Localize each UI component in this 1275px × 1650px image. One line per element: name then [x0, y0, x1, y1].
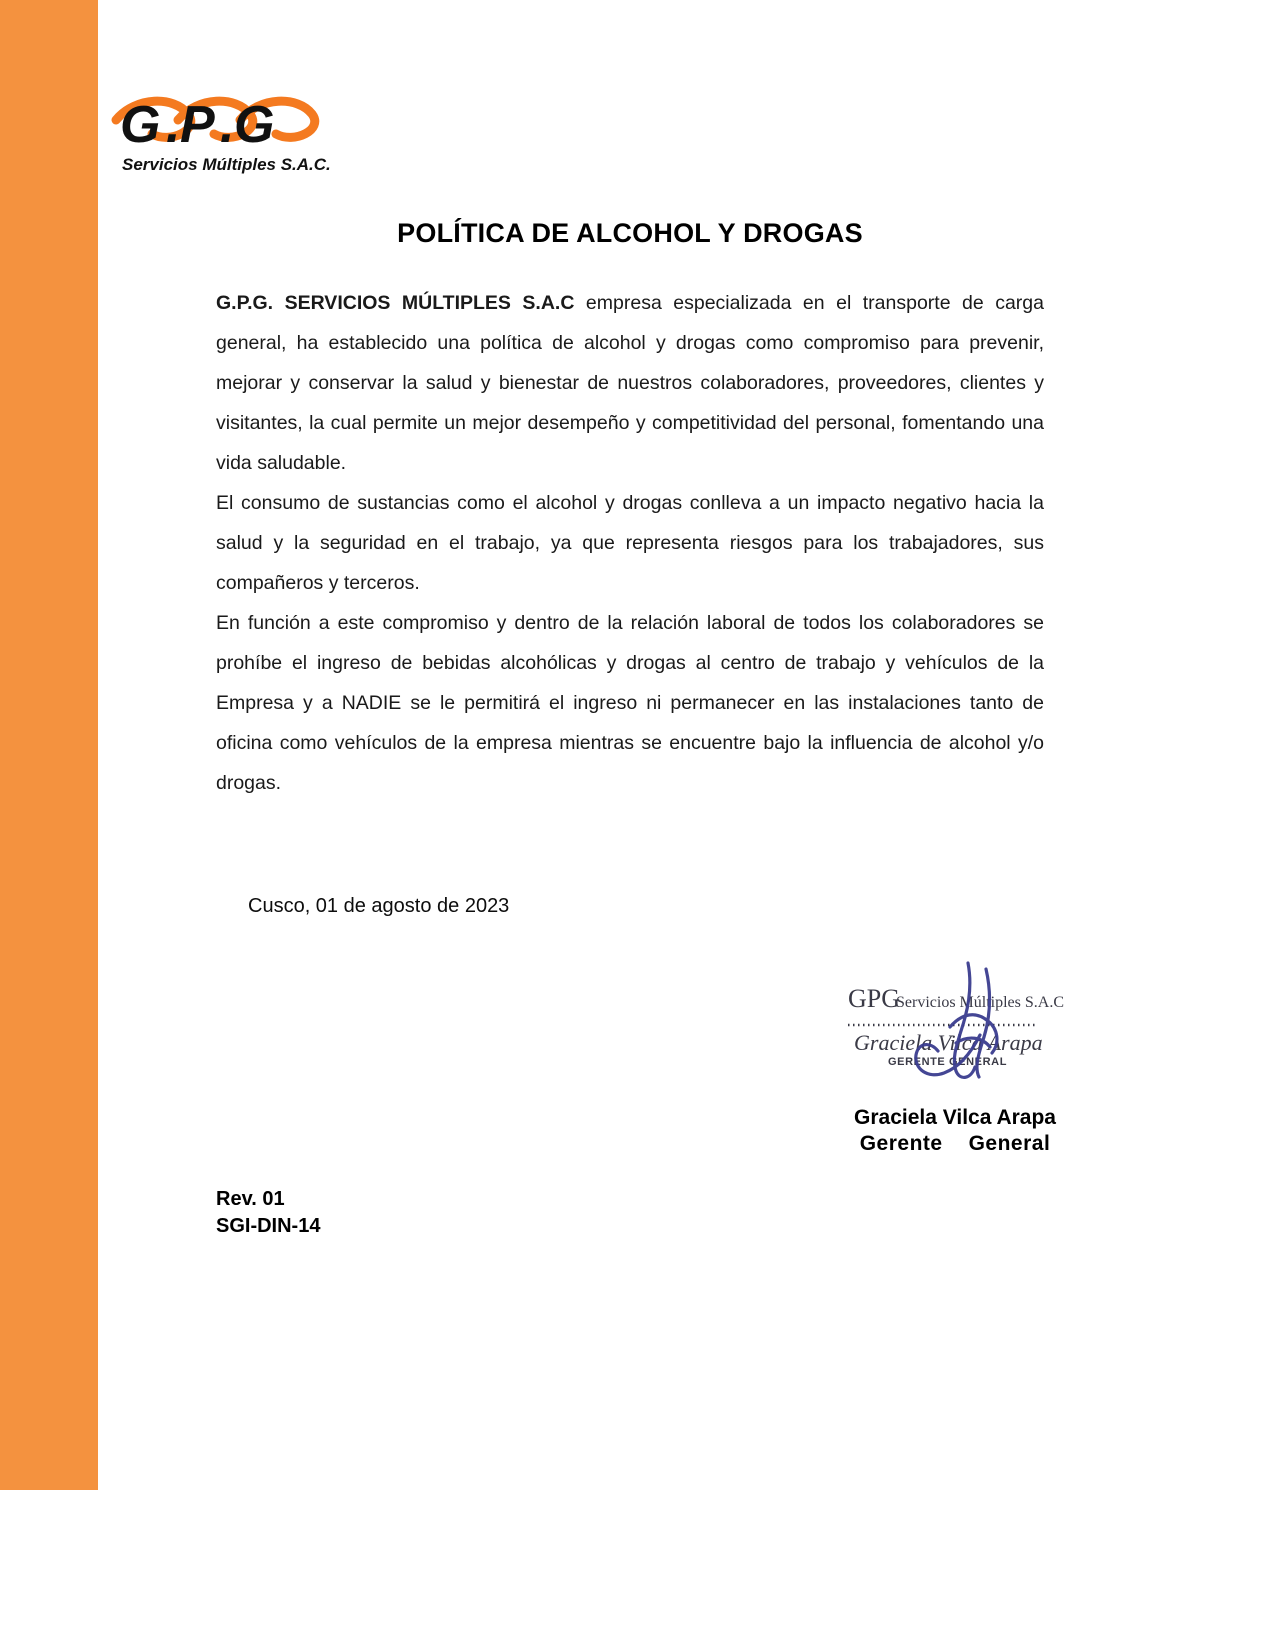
signer-block	[790, 1105, 1120, 1157]
svg-text:G: G	[234, 96, 274, 154]
policy-paragraph-2: El consumo de sustancias como el alcohol y drogas conlleva a un impacto negativo hacia la salud y la seguridad en el trabajo, ya que representa riesgos para los trabajadores, sus compañeros y terceros.	[216, 492, 1044, 594]
logo-tagline: Servicios Múltiples S.A.C.	[122, 155, 331, 174]
document-body	[216, 0, 1044, 803]
stamp-company-suffix: Servicios Múltiples S.A.C	[896, 994, 1065, 1011]
policy-paragraph-3: En función a este compromiso y dentro de la relación laboral de todos los colaboradores se prohíbe el ingreso de bebidas alcohólicas y drogas al centro de trabajo y vehículos de la Empresa y a NADIE se le permitirá el ingreso ni permanecer en las instalaciones tanto de oficina como vehículos de la empresa mientras se encuentre bajo la influencia de alcohol y/o drogas.	[216, 612, 1044, 794]
stamp-and-signature-icon	[840, 955, 1090, 1100]
date-line: Cusco, 01 de agosto de 2023	[248, 895, 510, 917]
revision-number: Rev. 01	[216, 1188, 285, 1210]
signer-name: Graciela Vilca Arapa	[854, 1106, 1056, 1129]
company-name-lead: G.P.G. SERVICIOS MÚLTIPLES S.A.C	[216, 292, 575, 314]
revision-block	[216, 1186, 320, 1240]
document-code: SGI-DIN-14	[216, 1215, 321, 1237]
stamp-company-mark: GPG	[848, 984, 901, 1013]
svg-text:.: .	[166, 96, 180, 154]
policy-paragraph-1-text: empresa especializada en el transporte de carga general, ha establecido una política de alcohol y drogas como compromiso para prevenir, mejorar y conservar la salud y bienestar de nuestros colaboradores, proveedores, clientes y visitantes, la cual permite un mejor desempeño y competitividad del personal, fomentando una vida saludable.	[216, 292, 1044, 474]
signer-role-second: General	[968, 1132, 1051, 1155]
svg-text:.: .	[220, 96, 234, 154]
stamp-signer-name: Graciela Vilca Arapa	[854, 1030, 1043, 1055]
policy-paragraph-1	[216, 283, 1044, 483]
svg-text:G: G	[120, 96, 160, 154]
signature-stamp	[840, 955, 1090, 1095]
left-accent-band	[0, 0, 98, 1490]
signer-role-first: Gerente	[859, 1132, 943, 1155]
page-title: POLÍTICA DE ALCOHOL Y DROGAS	[397, 218, 863, 248]
signer-role	[790, 1131, 1120, 1157]
stamp-signer-role: GERENTE GENERAL	[888, 1056, 1008, 1068]
svg-text:P: P	[180, 96, 214, 154]
